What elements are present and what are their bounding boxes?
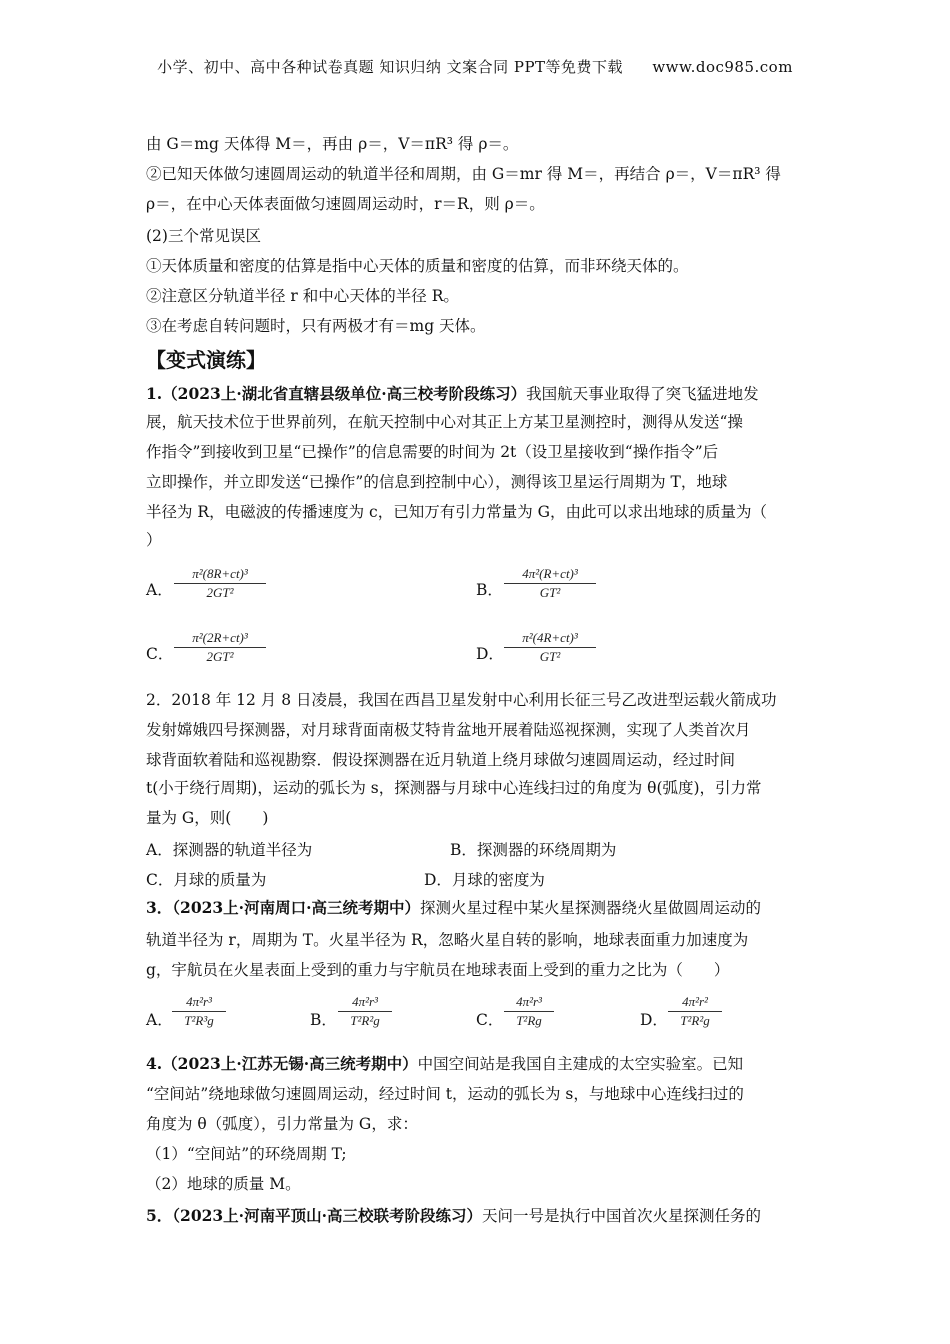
q1-option-d-formula[interactable] <box>504 630 596 665</box>
q3-option-a-label[interactable]: A． <box>146 1011 173 1029</box>
q3-option-a-num: 4π²r³ <box>186 994 212 1009</box>
fraction-bar <box>174 647 266 648</box>
note-line-1: 由 G＝mg 天体得 M＝，再由 ρ＝，V＝πR³ 得 ρ＝。 <box>146 135 519 153</box>
page-header <box>0 56 950 77</box>
q3-option-b-formula[interactable] <box>338 994 392 1029</box>
q3-option-d-label[interactable]: D． <box>640 1011 668 1029</box>
q1-option-a-label[interactable]: A． <box>146 581 173 599</box>
q1-option-b-num: 4π²(R+ct)³ <box>522 566 578 581</box>
q3-option-c-label[interactable]: C． <box>476 1011 504 1029</box>
q3-option-d-formula[interactable] <box>668 994 722 1029</box>
q1-option-c-formula[interactable] <box>174 630 266 665</box>
q1-line-1: 我国航天事业取得了突飞猛进地发 <box>526 385 759 403</box>
q2-option-a[interactable]: A．探测器的轨道半径为 <box>146 841 313 859</box>
fraction-bar <box>668 1011 722 1012</box>
note-line-7: ③在考虑自转问题时，只有两极才有＝mg 天体。 <box>146 317 486 335</box>
q1-option-b-den: GT² <box>539 585 561 600</box>
q1-option-a-formula[interactable] <box>174 566 266 601</box>
q1-line-5: 半径为 R，电磁波的传播速度为 c，已知万有引力常量为 G，由此可以求出地球的质量为（ <box>146 503 768 521</box>
q4-source: 4.（2023上·江苏无锡·高三统考期中） <box>146 1054 418 1073</box>
q3-option-b-num: 4π²r³ <box>352 994 378 1009</box>
header-url[interactable]: www.doc985.com <box>652 58 793 76</box>
q1-option-d-den: GT² <box>539 649 561 664</box>
q3-line-3: g，宇航员在火星表面上受到的重力与宇航员在地球表面上受到的重力之比为（ ） <box>146 961 730 979</box>
q4-line-1: 中国空间站是我国自主建成的太空实验室。已知 <box>417 1055 744 1073</box>
q1-option-b-label[interactable]: B． <box>476 581 503 599</box>
q1-line-3: 作指令”到接收到卫星“已操作”的信息需要的时间为 2t（设卫星接收到“操作指令”后 <box>146 443 719 461</box>
q3-line-1: 探测火星过程中某火星探测器绕火星做圆周运动的 <box>419 899 761 917</box>
note-line-6: ②注意区分轨道半径 r 和中心天体的半径 R。 <box>146 287 459 305</box>
q2-line-1: 2．2018 年 12 月 8 日凌晨，我国在西昌卫星发射中心利用长征三号乙改进型运载火箭成功 <box>146 691 777 709</box>
q1-source: 1.（2023上·湖北省直辖县级单位·高三校考阶段练习） <box>146 384 527 403</box>
q2-line-3: 球背面软着陆和巡视勘察．假设探测器在近月轨道上绕月球做匀速圆周运动，经过时间 <box>146 751 736 769</box>
q3-option-b-label[interactable]: B． <box>310 1011 337 1029</box>
q1-option-a-num: π²(8R+ct)³ <box>192 566 248 581</box>
note-line-2: ②已知天体做匀速圆周运动的轨道半径和周期，由 G＝mr 得 M＝，再结合 ρ＝，V＝πR³ 得 <box>146 165 781 183</box>
q3-option-a-formula[interactable] <box>172 994 226 1029</box>
q5-source: 5．（2023上·河南平顶山·高三校联考阶段练习） <box>146 1206 482 1225</box>
q1-option-c-num: π²(2R+ct)³ <box>192 630 248 645</box>
q3-option-c-num: 4π²r³ <box>516 994 542 1009</box>
q3-line-2: 轨道半径为 r，周期为 T。火星半径为 R，忽略火星自转的影响，地球表面重力加速度为 <box>146 931 749 949</box>
q1-option-b-formula[interactable] <box>504 566 596 601</box>
q3-option-b-den: T²R²g <box>350 1013 380 1028</box>
q1-line-6: ） <box>146 531 162 549</box>
q1-option-d-num: π²(4R+ct)³ <box>522 630 578 645</box>
q3-option-c-formula[interactable] <box>504 994 554 1029</box>
note-line-4: (2)三个常见误区 <box>146 227 261 245</box>
q1-line-4: 立即操作，并立即发送“已操作”的信息到控制中心），测得该卫星运行周期为 T，地球 <box>146 473 728 491</box>
fraction-bar <box>174 583 266 584</box>
q3-option-c-den: T²Rg <box>516 1013 542 1028</box>
q1-option-a-den: 2GT² <box>206 585 234 600</box>
q3-option-a-den: T²R³g <box>184 1013 214 1028</box>
q1-option-d-label[interactable]: D． <box>476 645 504 663</box>
q4-line-2: “空间站”绕地球做匀速圆周运动，经过时间 t，运动的弧长为 s，与地球中心连线扫过的 <box>146 1085 744 1103</box>
fraction-bar <box>338 1011 392 1012</box>
q1-line-2: 展，航天技术位于世界前列，在航天控制中心对其正上方某卫星测控时，测得从发送“操 <box>146 413 743 431</box>
q4-line-3: 角度为 θ（弧度），引力常量为 G，求： <box>146 1115 418 1133</box>
q3-option-d-den: T²R²g <box>680 1013 710 1028</box>
q2-option-c[interactable]: C．月球的质量为 <box>146 871 267 889</box>
fraction-bar <box>172 1011 226 1012</box>
q3-source: 3．（2023上·河南周口·高三统考期中） <box>146 898 420 917</box>
q1-option-c-den: 2GT² <box>206 649 234 664</box>
q3-option-d-num: 4π²r² <box>682 994 708 1009</box>
q1-option-c-label[interactable]: C． <box>146 645 174 663</box>
note-line-3: ρ＝，在中心天体表面做匀速圆周运动时，r＝R，则 ρ＝。 <box>146 195 545 213</box>
fraction-bar <box>504 647 596 648</box>
q2-line-4: t(小于绕行周期)，运动的弧长为 s，探测器与月球中心连线扫过的角度为 θ(弧度)，引力常 <box>146 779 762 797</box>
header-text: 小学、初中、高中各种试卷真题 知识归纳 文案合同 PPT等免费下载 <box>157 58 624 76</box>
fraction-bar <box>504 1011 554 1012</box>
section-title: 【变式演练】 <box>146 348 266 372</box>
q2-option-d[interactable]: D．月球的密度为 <box>424 871 545 889</box>
q5-line-1: 天问一号是执行中国首次火星探测任务的 <box>481 1207 761 1225</box>
q2-line-5: 量为 G，则( ) <box>146 809 269 827</box>
fraction-bar <box>504 583 596 584</box>
q2-option-b[interactable]: B．探测器的环绕周期为 <box>450 841 617 859</box>
q2-line-2: 发射嫦娥四号探测器，对月球背面南极艾特肯盆地开展着陆巡视探测，实现了人类首次月 <box>146 721 751 739</box>
q4-line-4: （1）“空间站”的环绕周期 T; <box>146 1145 347 1163</box>
note-line-5: ①天体质量和密度的估算是指中心天体的质量和密度的估算，而非环绕天体的。 <box>146 257 689 275</box>
q4-line-5: （2）地球的质量 M。 <box>146 1175 301 1193</box>
